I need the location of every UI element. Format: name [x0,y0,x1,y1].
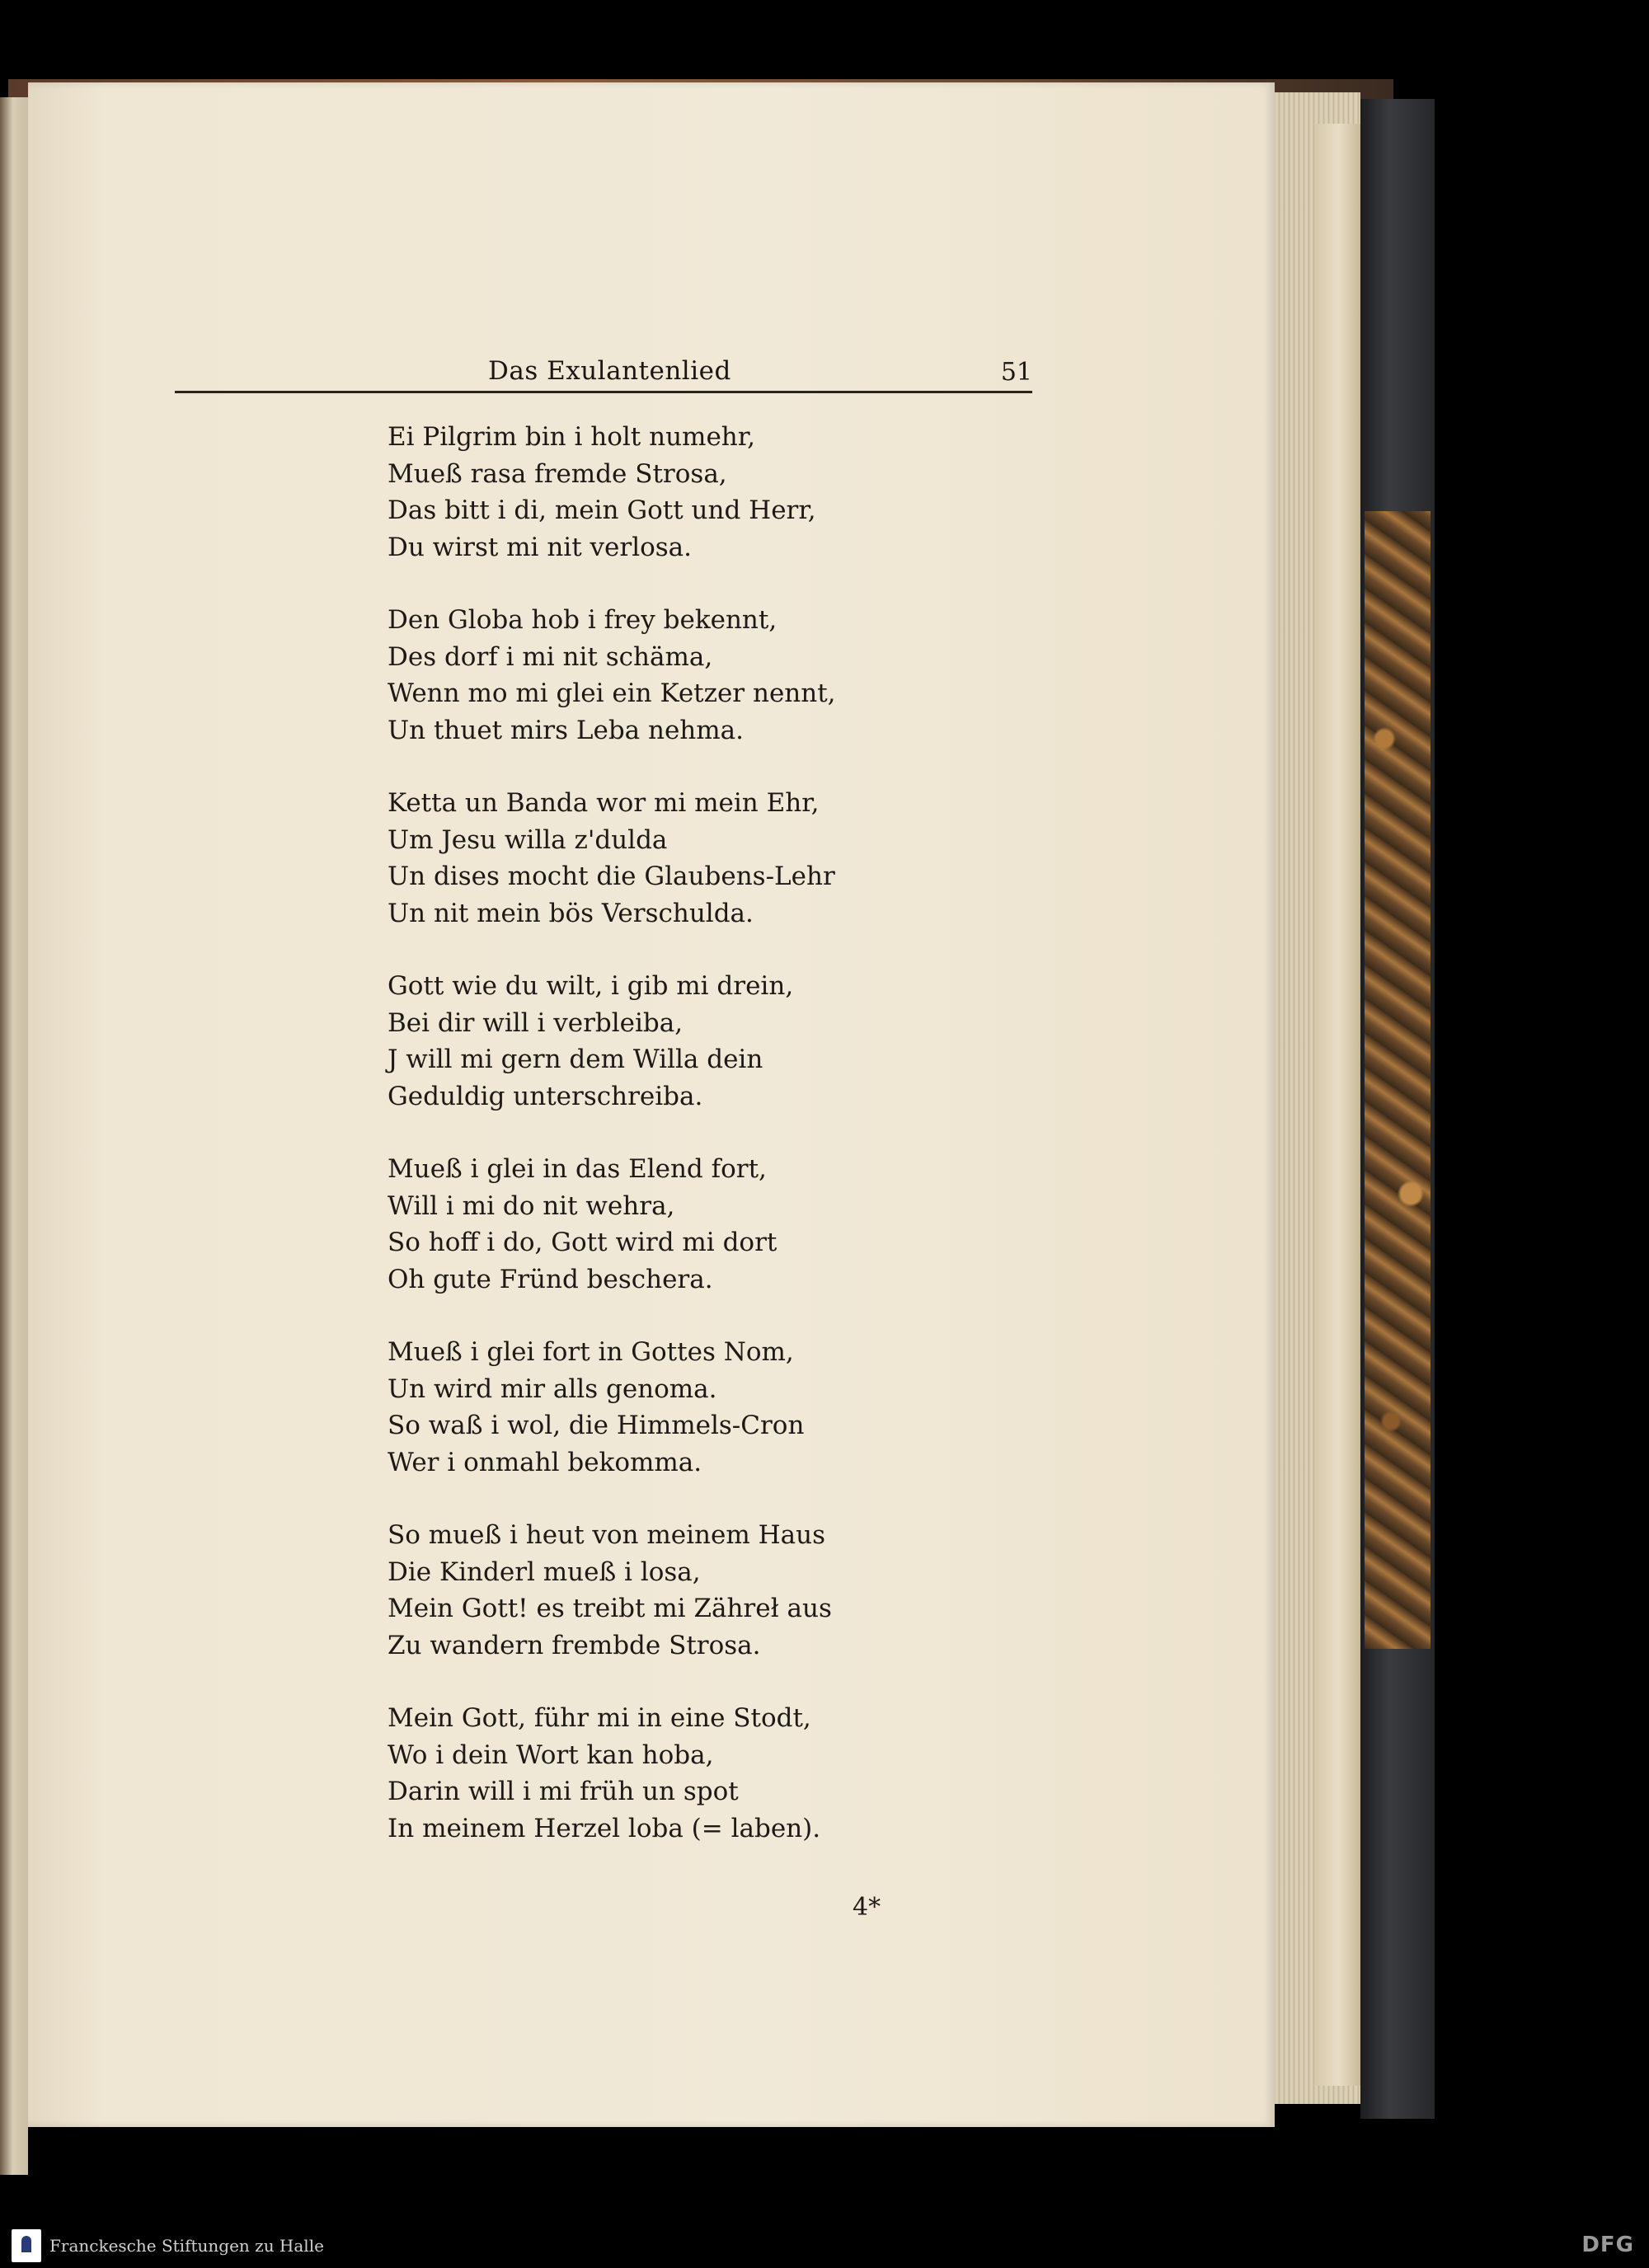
stanza [388,1151,981,1298]
poem-line: Bei dir will i verbleiba, [388,1007,684,1038]
facing-page-edge [0,97,28,2175]
poem-line: Wo i dein Wort kan hoba, [388,1740,714,1770]
poem-line: Mueß rasa fremde Strosa, [388,458,727,489]
poem-line: So mueß i heut von meinem Haus [388,1520,825,1550]
poem-line: Un nit mein bös Verschulda. [388,898,754,928]
poem-line: Zu wandern frembde Strosa. [388,1630,761,1660]
stanza [388,1700,981,1847]
viewer-footer [0,2224,1649,2268]
poem-line: Wer i onmahl bekomma. [388,1447,702,1477]
stanza [388,602,981,749]
poem-line: So hoff i do, Gott wird mi dort [388,1228,778,1257]
poem-line: Um Jesu willa z'dulda [388,824,668,855]
poem-line: Den Globa hob i frey bekennt, [388,605,778,635]
page-number: 51 [1000,358,1032,387]
poem-line: Des dorf i mi nit schäma, [388,641,713,672]
poem-line: Un thuet mirs Leba nehma. [388,715,745,745]
poem-line: Oh gute Fründ beschera. [388,1264,713,1294]
poem-line: Mueß i glei in das Elend fort, [388,1154,767,1184]
poem-line: Mueß i glei fort in Gottes Nom, [388,1337,794,1367]
poem-body [388,419,981,1883]
stanza [388,419,981,566]
poem-line: Un dises mocht die Glaubens-Lehr [388,862,835,891]
institution-logo-icon [12,2229,41,2262]
poem-line: Das bitt i di, mein Gott und Herr, [388,495,816,525]
poem-line: Gott wie du wilt, i gib mi drein, [388,971,794,1001]
poem-line: Ei Pilgrim bin i holt numehr, [388,422,756,452]
poem-line: Will i mi do nit wehra, [388,1190,675,1221]
signature-mark: 4* [853,1893,881,1922]
page-header [175,356,1032,389]
poem-line: Mein Gott! es treibt mi Zähreł aus [388,1594,832,1623]
stanza [388,968,981,1115]
page-block-inner [1316,124,1360,2086]
poem-line: Du wirst mi nit verlosa. [388,532,693,562]
header-rule [175,391,1032,393]
poem-line: So waß i wol, die Himmels-Cron [388,1411,805,1440]
poem-line: Geduldig unterschreiba. [388,1081,703,1111]
poem-line: Un wird mir alls genoma. [388,1373,717,1404]
poem-line: J will mi gern dem Willa dein [388,1045,763,1074]
dfg-logo: DFG [1581,2233,1634,2257]
poem-line: Ketta un Banda wor mi mein Ehr, [388,788,820,818]
stanza [388,1334,981,1481]
stanza [388,785,981,932]
poem-line: Darin will i mi früh un spot [388,1777,739,1806]
poem-line: Mein Gott, führ mi in eine Stodt, [388,1703,811,1733]
poem-line: Die Kinderl mueß i losa, [388,1557,701,1587]
poem-line: In meinem Herzel loba (= laben). [388,1813,821,1843]
institution-name: Franckesche Stiftungen zu Halle [49,2236,324,2256]
poem-line: Wenn mo mi glei ein Ketzer nennt, [388,679,836,708]
running-title: Das Exulantenlied [488,356,731,386]
marbled-cover-pattern [1365,511,1431,1649]
stanza [388,1517,981,1664]
